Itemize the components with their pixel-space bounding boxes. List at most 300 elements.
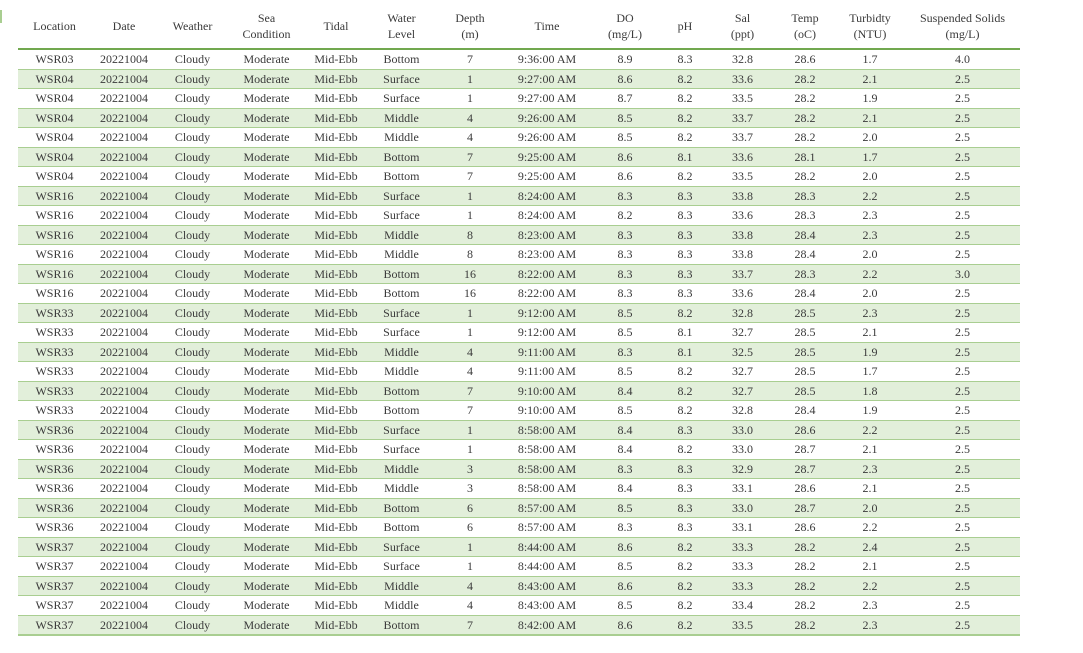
cell-date: 20221004 [91, 557, 157, 577]
cell-location: WSR36 [18, 498, 91, 518]
cell-temp-oc: 28.3 [775, 206, 835, 226]
table-row [18, 284, 1020, 304]
cell-sal-ppt: 32.7 [710, 323, 775, 343]
cell-ph: 8.2 [660, 576, 710, 596]
cell-suspended-solids-mg-l: 2.5 [905, 576, 1020, 596]
cell-do-mg-l: 8.6 [590, 147, 660, 167]
cell-ph: 8.3 [660, 264, 710, 284]
cell-time: 8:22:00 AM [504, 284, 590, 304]
cell-turbidty-ntu: 2.1 [835, 69, 905, 89]
cell-temp-oc: 28.5 [775, 323, 835, 343]
cell-tidal: Mid-Ebb [305, 225, 367, 245]
cell-turbidty-ntu: 2.1 [835, 479, 905, 499]
cell-tidal: Mid-Ebb [305, 362, 367, 382]
cell-do-mg-l: 8.5 [590, 596, 660, 616]
cell-turbidty-ntu: 2.0 [835, 167, 905, 187]
cell-depth-m: 8 [436, 225, 504, 245]
cell-ph: 8.2 [660, 69, 710, 89]
cell-temp-oc: 28.5 [775, 362, 835, 382]
cell-tidal: Mid-Ebb [305, 303, 367, 323]
cell-time: 8:22:00 AM [504, 264, 590, 284]
cell-time: 9:27:00 AM [504, 89, 590, 109]
cell-weather: Cloudy [157, 128, 228, 148]
cell-temp-oc: 28.1 [775, 147, 835, 167]
cell-date: 20221004 [91, 303, 157, 323]
cell-do-mg-l: 8.5 [590, 557, 660, 577]
cell-depth-m: 7 [436, 49, 504, 69]
cell-location: WSR03 [18, 49, 91, 69]
cell-tidal: Mid-Ebb [305, 89, 367, 109]
cell-weather: Cloudy [157, 381, 228, 401]
cell-sea-condition: Moderate [228, 245, 305, 265]
cell-turbidty-ntu: 2.0 [835, 284, 905, 304]
table-row [18, 89, 1020, 109]
cell-water-level: Middle [367, 479, 436, 499]
cell-date: 20221004 [91, 420, 157, 440]
cell-water-level: Surface [367, 440, 436, 460]
cell-weather: Cloudy [157, 576, 228, 596]
cell-time: 9:25:00 AM [504, 167, 590, 187]
cell-ph: 8.3 [660, 420, 710, 440]
cell-turbidty-ntu: 2.2 [835, 576, 905, 596]
cell-turbidty-ntu: 2.2 [835, 186, 905, 206]
cell-suspended-solids-mg-l: 2.5 [905, 557, 1020, 577]
cell-turbidty-ntu: 2.0 [835, 498, 905, 518]
cell-depth-m: 1 [436, 186, 504, 206]
cell-temp-oc: 28.2 [775, 167, 835, 187]
cell-ph: 8.2 [660, 596, 710, 616]
cell-sea-condition: Moderate [228, 206, 305, 226]
cell-sal-ppt: 33.5 [710, 615, 775, 635]
cell-location: WSR33 [18, 362, 91, 382]
cell-temp-oc: 28.5 [775, 342, 835, 362]
cell-temp-oc: 28.6 [775, 49, 835, 69]
table-row [18, 518, 1020, 538]
cell-location: WSR37 [18, 596, 91, 616]
cell-depth-m: 8 [436, 245, 504, 265]
cell-weather: Cloudy [157, 323, 228, 343]
cell-sal-ppt: 33.7 [710, 128, 775, 148]
cell-water-level: Bottom [367, 518, 436, 538]
cell-weather: Cloudy [157, 362, 228, 382]
cell-weather: Cloudy [157, 206, 228, 226]
cell-sea-condition: Moderate [228, 557, 305, 577]
cell-date: 20221004 [91, 479, 157, 499]
cell-turbidty-ntu: 1.9 [835, 342, 905, 362]
cell-weather: Cloudy [157, 479, 228, 499]
cell-depth-m: 1 [436, 420, 504, 440]
cell-weather: Cloudy [157, 264, 228, 284]
cell-location: WSR36 [18, 518, 91, 538]
cell-ph: 8.3 [660, 284, 710, 304]
cell-time: 8:58:00 AM [504, 420, 590, 440]
cell-sal-ppt: 33.0 [710, 498, 775, 518]
cell-suspended-solids-mg-l: 2.5 [905, 225, 1020, 245]
table-row [18, 537, 1020, 557]
cell-date: 20221004 [91, 576, 157, 596]
cell-tidal: Mid-Ebb [305, 49, 367, 69]
cell-ph: 8.1 [660, 342, 710, 362]
cell-time: 8:42:00 AM [504, 615, 590, 635]
column-header-depth-m: Depth (m) [436, 6, 504, 49]
cell-tidal: Mid-Ebb [305, 147, 367, 167]
cell-weather: Cloudy [157, 186, 228, 206]
cell-depth-m: 7 [436, 615, 504, 635]
cell-tidal: Mid-Ebb [305, 459, 367, 479]
cell-weather: Cloudy [157, 225, 228, 245]
water-quality-table [18, 6, 1020, 636]
cell-time: 9:26:00 AM [504, 128, 590, 148]
cell-ph: 8.2 [660, 128, 710, 148]
cell-date: 20221004 [91, 186, 157, 206]
cell-turbidty-ntu: 2.3 [835, 596, 905, 616]
table-row [18, 498, 1020, 518]
cell-sal-ppt: 33.5 [710, 167, 775, 187]
cell-suspended-solids-mg-l: 2.5 [905, 420, 1020, 440]
cell-turbidty-ntu: 1.8 [835, 381, 905, 401]
cell-date: 20221004 [91, 49, 157, 69]
cell-temp-oc: 28.3 [775, 264, 835, 284]
cell-weather: Cloudy [157, 596, 228, 616]
cell-date: 20221004 [91, 323, 157, 343]
cell-location: WSR33 [18, 323, 91, 343]
cell-sal-ppt: 33.4 [710, 596, 775, 616]
cell-temp-oc: 28.3 [775, 186, 835, 206]
cell-ph: 8.2 [660, 401, 710, 421]
cell-depth-m: 1 [436, 537, 504, 557]
column-header-location: Location [18, 6, 91, 49]
cell-date: 20221004 [91, 147, 157, 167]
cell-depth-m: 4 [436, 128, 504, 148]
cell-sea-condition: Moderate [228, 225, 305, 245]
cell-temp-oc: 28.5 [775, 303, 835, 323]
cell-sea-condition: Moderate [228, 147, 305, 167]
cell-date: 20221004 [91, 498, 157, 518]
table-row [18, 69, 1020, 89]
cell-depth-m: 4 [436, 576, 504, 596]
cell-time: 9:36:00 AM [504, 49, 590, 69]
table-row [18, 440, 1020, 460]
cell-do-mg-l: 8.3 [590, 264, 660, 284]
cell-depth-m: 3 [436, 479, 504, 499]
cell-time: 9:11:00 AM [504, 342, 590, 362]
cell-turbidty-ntu: 2.2 [835, 420, 905, 440]
cell-sea-condition: Moderate [228, 440, 305, 460]
cell-depth-m: 4 [436, 596, 504, 616]
cell-depth-m: 6 [436, 518, 504, 538]
cell-tidal: Mid-Ebb [305, 264, 367, 284]
cell-date: 20221004 [91, 537, 157, 557]
cell-depth-m: 4 [436, 108, 504, 128]
cell-do-mg-l: 8.3 [590, 518, 660, 538]
cell-tidal: Mid-Ebb [305, 128, 367, 148]
cell-suspended-solids-mg-l: 2.5 [905, 128, 1020, 148]
cell-depth-m: 3 [436, 459, 504, 479]
cell-turbidty-ntu: 2.1 [835, 108, 905, 128]
cell-sea-condition: Moderate [228, 576, 305, 596]
cell-depth-m: 1 [436, 323, 504, 343]
cell-ph: 8.2 [660, 381, 710, 401]
cell-time: 8:58:00 AM [504, 459, 590, 479]
cell-temp-oc: 28.5 [775, 381, 835, 401]
cell-time: 9:26:00 AM [504, 108, 590, 128]
cell-suspended-solids-mg-l: 2.5 [905, 89, 1020, 109]
cell-do-mg-l: 8.5 [590, 108, 660, 128]
cell-suspended-solids-mg-l: 2.5 [905, 186, 1020, 206]
cell-depth-m: 16 [436, 284, 504, 304]
column-header-time: Time [504, 6, 590, 49]
cell-temp-oc: 28.7 [775, 440, 835, 460]
cell-water-level: Surface [367, 557, 436, 577]
cell-depth-m: 7 [436, 167, 504, 187]
cell-do-mg-l: 8.5 [590, 323, 660, 343]
cell-suspended-solids-mg-l: 2.5 [905, 147, 1020, 167]
cell-time: 8:44:00 AM [504, 537, 590, 557]
cell-sal-ppt: 33.7 [710, 264, 775, 284]
cell-sal-ppt: 32.9 [710, 459, 775, 479]
cell-temp-oc: 28.7 [775, 498, 835, 518]
cell-water-level: Middle [367, 128, 436, 148]
cell-tidal: Mid-Ebb [305, 245, 367, 265]
cell-sal-ppt: 33.1 [710, 479, 775, 499]
cell-water-level: Surface [367, 89, 436, 109]
cell-temp-oc: 28.4 [775, 401, 835, 421]
cell-turbidty-ntu: 2.0 [835, 128, 905, 148]
cell-date: 20221004 [91, 284, 157, 304]
cell-turbidty-ntu: 2.2 [835, 518, 905, 538]
cell-turbidty-ntu: 2.4 [835, 537, 905, 557]
cell-sea-condition: Moderate [228, 284, 305, 304]
cell-time: 8:43:00 AM [504, 596, 590, 616]
cell-weather: Cloudy [157, 557, 228, 577]
cell-sal-ppt: 32.7 [710, 381, 775, 401]
cell-weather: Cloudy [157, 147, 228, 167]
cell-depth-m: 1 [436, 69, 504, 89]
cell-depth-m: 7 [436, 381, 504, 401]
cell-temp-oc: 28.2 [775, 615, 835, 635]
cell-ph: 8.3 [660, 498, 710, 518]
cell-do-mg-l: 8.6 [590, 615, 660, 635]
cell-location: WSR36 [18, 459, 91, 479]
cell-suspended-solids-mg-l: 2.5 [905, 69, 1020, 89]
cell-weather: Cloudy [157, 49, 228, 69]
cell-tidal: Mid-Ebb [305, 537, 367, 557]
cell-location: WSR36 [18, 420, 91, 440]
table-row [18, 108, 1020, 128]
cell-sea-condition: Moderate [228, 264, 305, 284]
cell-date: 20221004 [91, 264, 157, 284]
cell-sea-condition: Moderate [228, 596, 305, 616]
cell-ph: 8.3 [660, 479, 710, 499]
cell-sea-condition: Moderate [228, 323, 305, 343]
cell-time: 8:43:00 AM [504, 576, 590, 596]
cell-temp-oc: 28.2 [775, 89, 835, 109]
cell-sea-condition: Moderate [228, 108, 305, 128]
table-row [18, 167, 1020, 187]
cell-do-mg-l: 8.6 [590, 576, 660, 596]
table-row [18, 420, 1020, 440]
cell-tidal: Mid-Ebb [305, 440, 367, 460]
cell-date: 20221004 [91, 440, 157, 460]
cell-water-level: Surface [367, 323, 436, 343]
cell-sal-ppt: 33.3 [710, 557, 775, 577]
cell-weather: Cloudy [157, 245, 228, 265]
cell-depth-m: 7 [436, 147, 504, 167]
cell-turbidty-ntu: 2.1 [835, 323, 905, 343]
cell-turbidty-ntu: 1.7 [835, 147, 905, 167]
cell-tidal: Mid-Ebb [305, 420, 367, 440]
cell-depth-m: 16 [436, 264, 504, 284]
cell-suspended-solids-mg-l: 2.5 [905, 108, 1020, 128]
cell-weather: Cloudy [157, 303, 228, 323]
cell-weather: Cloudy [157, 615, 228, 635]
cell-location: WSR36 [18, 440, 91, 460]
cell-date: 20221004 [91, 459, 157, 479]
cell-water-level: Middle [367, 459, 436, 479]
column-header-temp-oc: Temp (oC) [775, 6, 835, 49]
cell-temp-oc: 28.2 [775, 69, 835, 89]
cell-ph: 8.3 [660, 518, 710, 538]
table-row [18, 303, 1020, 323]
cell-time: 8:58:00 AM [504, 479, 590, 499]
cell-water-level: Surface [367, 303, 436, 323]
cell-depth-m: 1 [436, 440, 504, 460]
cell-location: WSR33 [18, 381, 91, 401]
cell-suspended-solids-mg-l: 2.5 [905, 615, 1020, 635]
cell-do-mg-l: 8.4 [590, 420, 660, 440]
table-row [18, 245, 1020, 265]
cell-date: 20221004 [91, 108, 157, 128]
cell-depth-m: 1 [436, 303, 504, 323]
cell-tidal: Mid-Ebb [305, 186, 367, 206]
cell-location: WSR37 [18, 615, 91, 635]
cell-water-level: Bottom [367, 498, 436, 518]
cell-sea-condition: Moderate [228, 615, 305, 635]
cell-water-level: Bottom [367, 147, 436, 167]
cell-water-level: Surface [367, 186, 436, 206]
cell-sal-ppt: 33.7 [710, 108, 775, 128]
cell-sea-condition: Moderate [228, 401, 305, 421]
cell-time: 8:23:00 AM [504, 225, 590, 245]
column-header-water-level: Water Level [367, 6, 436, 49]
cell-suspended-solids-mg-l: 2.5 [905, 342, 1020, 362]
cell-sal-ppt: 32.7 [710, 362, 775, 382]
cell-water-level: Surface [367, 206, 436, 226]
cell-sea-condition: Moderate [228, 186, 305, 206]
cell-time: 8:23:00 AM [504, 245, 590, 265]
cell-location: WSR37 [18, 576, 91, 596]
cell-date: 20221004 [91, 362, 157, 382]
cell-ph: 8.3 [660, 459, 710, 479]
cell-ph: 8.2 [660, 557, 710, 577]
cell-location: WSR16 [18, 245, 91, 265]
cell-depth-m: 1 [436, 206, 504, 226]
cell-do-mg-l: 8.5 [590, 128, 660, 148]
cell-temp-oc: 28.6 [775, 479, 835, 499]
cell-do-mg-l: 8.3 [590, 459, 660, 479]
cell-weather: Cloudy [157, 459, 228, 479]
cell-do-mg-l: 8.5 [590, 303, 660, 323]
cell-water-level: Middle [367, 108, 436, 128]
cell-date: 20221004 [91, 69, 157, 89]
cell-date: 20221004 [91, 596, 157, 616]
cell-tidal: Mid-Ebb [305, 615, 367, 635]
cell-weather: Cloudy [157, 420, 228, 440]
cell-sal-ppt: 33.3 [710, 537, 775, 557]
cell-do-mg-l: 8.6 [590, 537, 660, 557]
cell-tidal: Mid-Ebb [305, 108, 367, 128]
cell-water-level: Middle [367, 362, 436, 382]
cell-tidal: Mid-Ebb [305, 401, 367, 421]
cell-date: 20221004 [91, 206, 157, 226]
cell-sal-ppt: 33.0 [710, 420, 775, 440]
table-row [18, 342, 1020, 362]
cell-turbidty-ntu: 2.3 [835, 459, 905, 479]
cell-location: WSR37 [18, 537, 91, 557]
cell-suspended-solids-mg-l: 4.0 [905, 49, 1020, 69]
cell-sea-condition: Moderate [228, 518, 305, 538]
cell-ph: 8.3 [660, 245, 710, 265]
cell-depth-m: 4 [436, 342, 504, 362]
cell-water-level: Middle [367, 596, 436, 616]
cell-suspended-solids-mg-l: 2.5 [905, 167, 1020, 187]
cell-sal-ppt: 32.5 [710, 342, 775, 362]
cell-time: 9:12:00 AM [504, 323, 590, 343]
cell-temp-oc: 28.7 [775, 459, 835, 479]
cell-turbidty-ntu: 2.3 [835, 615, 905, 635]
cell-ph: 8.2 [660, 440, 710, 460]
cell-weather: Cloudy [157, 167, 228, 187]
cell-depth-m: 1 [436, 89, 504, 109]
column-header-do-mg-l: DO (mg/L) [590, 6, 660, 49]
cell-location: WSR33 [18, 303, 91, 323]
cell-water-level: Bottom [367, 284, 436, 304]
cell-do-mg-l: 8.6 [590, 167, 660, 187]
cell-location: WSR33 [18, 342, 91, 362]
cell-sal-ppt: 33.8 [710, 245, 775, 265]
cell-weather: Cloudy [157, 284, 228, 304]
cell-do-mg-l: 8.5 [590, 498, 660, 518]
cell-suspended-solids-mg-l: 2.5 [905, 459, 1020, 479]
cell-turbidty-ntu: 2.2 [835, 264, 905, 284]
cell-ph: 8.3 [660, 186, 710, 206]
cell-date: 20221004 [91, 245, 157, 265]
column-header-suspended-solids-mg-l: Suspended Solids (mg/L) [905, 6, 1020, 49]
cell-time: 9:10:00 AM [504, 401, 590, 421]
table-row [18, 459, 1020, 479]
cell-date: 20221004 [91, 342, 157, 362]
cell-temp-oc: 28.4 [775, 225, 835, 245]
cell-turbidty-ntu: 2.1 [835, 557, 905, 577]
cell-time: 8:24:00 AM [504, 186, 590, 206]
cell-ph: 8.1 [660, 323, 710, 343]
cell-suspended-solids-mg-l: 2.5 [905, 323, 1020, 343]
cell-water-level: Middle [367, 245, 436, 265]
cell-weather: Cloudy [157, 108, 228, 128]
cell-temp-oc: 28.2 [775, 557, 835, 577]
cell-suspended-solids-mg-l: 2.5 [905, 518, 1020, 538]
cell-do-mg-l: 8.9 [590, 49, 660, 69]
cell-do-mg-l: 8.3 [590, 245, 660, 265]
cell-location: WSR16 [18, 186, 91, 206]
table-row [18, 264, 1020, 284]
cell-sal-ppt: 32.8 [710, 303, 775, 323]
cell-ph: 8.2 [660, 362, 710, 382]
cell-sal-ppt: 33.6 [710, 284, 775, 304]
table-row [18, 206, 1020, 226]
cell-sea-condition: Moderate [228, 362, 305, 382]
cell-sea-condition: Moderate [228, 303, 305, 323]
